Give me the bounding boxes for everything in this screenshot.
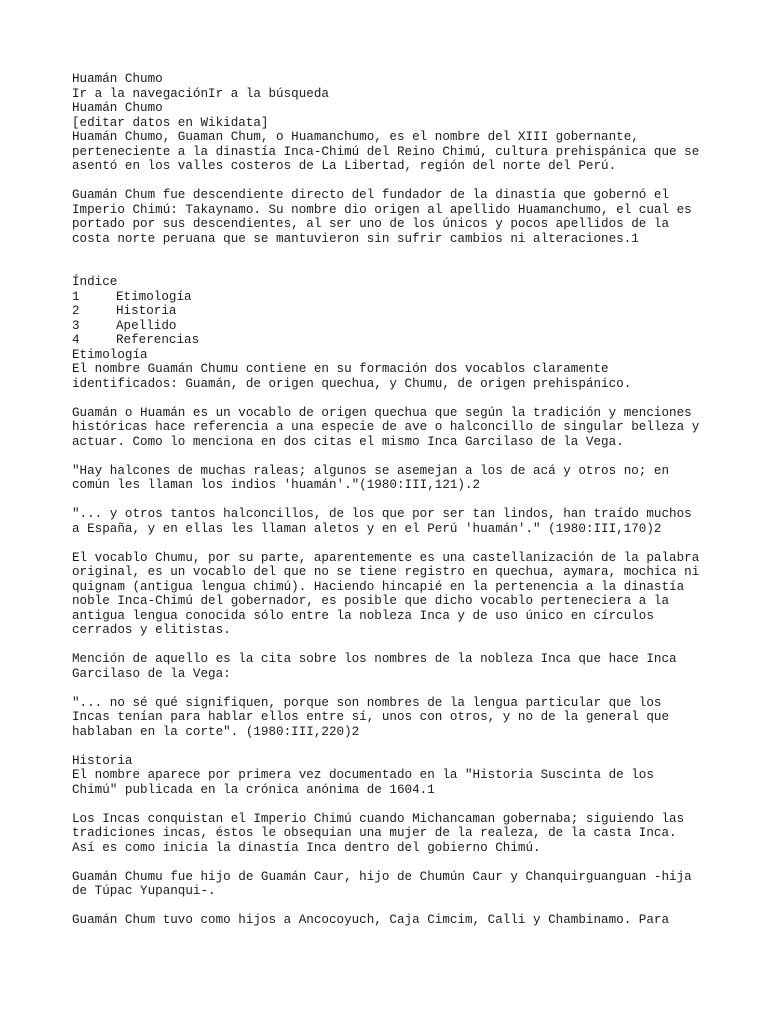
text-line: Guamán Chum fue descendiente directo del fundador de la dinastía que gobernó el xyxy=(72,188,670,202)
toc-number: 3 xyxy=(72,318,80,333)
text-line: de Túpac Yupanqui-. xyxy=(72,884,216,898)
section-heading: Historia xyxy=(72,753,133,768)
text-line: Guamán Chum tuvo como hijos a Ancocoyuch, Caja Cimcim, Calli y Chambinamo. Para xyxy=(72,913,670,927)
toc-link[interactable]: Historia xyxy=(116,304,177,318)
spacer xyxy=(72,449,712,464)
text-line: antigua lengua conocida sólo entre la nobleza Inca y de uso único en círculos xyxy=(72,608,654,623)
spacer xyxy=(72,855,712,870)
article-title: Huamán Chumo xyxy=(72,101,163,115)
navigation-links[interactable]: Ir a la navegaciónIr a la búsqueda xyxy=(72,86,329,101)
spacer xyxy=(72,536,712,551)
text-line: noble Inca-Chimú del gobernador, es posible que dicho vocablo perteneciera a la xyxy=(72,594,670,608)
text-line: Los Incas conquistan el Imperio Chimú cuando Michancaman gobernaba; siguiendo las xyxy=(72,811,685,826)
spacer xyxy=(72,797,712,812)
document-page xyxy=(72,72,712,928)
spacer xyxy=(72,899,712,914)
text-line: tradiciones incas, éstos le obsequian una mujer de la realeza, de la casta Inca. xyxy=(72,826,677,840)
text-line: El vocablo Chumu, por su parte, aparentemente es una castellanización de la palabra xyxy=(72,550,700,565)
text-line: perteneciente a la dinastía Inca-Chimú del Reino Chimú, cultura prehispánica que se xyxy=(72,144,700,159)
section-etimologia xyxy=(72,348,712,754)
toc-number: 2 xyxy=(72,304,80,318)
text-line: Mención de aquello es la cita sobre los nombres de la nobleza Inca que hace Inca xyxy=(72,652,677,666)
quote-line: "... no sé qué signifiquen, porque son nombres de la lengua particular que los xyxy=(72,695,662,710)
quote-line: hablaban en la corte". (1980:III,220)2 xyxy=(72,724,360,739)
spacer xyxy=(72,174,712,189)
spacer xyxy=(72,681,712,696)
table-of-contents xyxy=(72,275,712,348)
toc-item-apellido[interactable] xyxy=(72,319,712,334)
toc-number: 4 xyxy=(72,333,80,347)
quote-line: común les llaman los indios 'huamán'."(1980:III,121).2 xyxy=(72,478,481,492)
text-line: Chimú" publicada en la crónica anónima de 1604.1 xyxy=(72,782,435,797)
text-line: históricas hace referencia a una especie de ave o halconcillo de singular belleza y xyxy=(72,420,700,434)
text-line: Huamán Chumo, Guaman Chum, o Huamanchumo, es el nombre del XIII gobernante, xyxy=(72,130,639,144)
text-line: Así es como inicia la dinastía Inca dentro del gobierno Chimú. xyxy=(72,840,541,855)
intro-paragraph-2 xyxy=(72,188,712,246)
toc-link[interactable]: Etimología xyxy=(116,289,192,304)
spacer xyxy=(72,391,712,406)
text-line: Guamán Chumu fue hijo de Guamán Caur, hijo de Chumún Caur y Chanquirguanguan -hija xyxy=(72,869,692,884)
toc-item-historia[interactable] xyxy=(72,304,712,319)
toc-link[interactable]: Apellido xyxy=(116,318,177,333)
text-line: quignam (antigua lengua chimú). Haciendo hincapié en la pertenencia a la dinastía xyxy=(72,579,685,594)
text-line: Guamán o Huamán es un vocablo de origen quechua que según la tradición y menciones xyxy=(72,405,692,420)
section-heading: Etimología xyxy=(72,347,148,362)
toc-item-etimologia[interactable] xyxy=(72,290,712,305)
spacer xyxy=(72,261,712,276)
spacer xyxy=(72,638,712,653)
text-line: El nombre aparece por primera vez documentado en la "Historia Suscinta de los xyxy=(72,768,654,782)
edit-wikidata-link[interactable]: [editar datos en Wikidata] xyxy=(72,115,269,130)
section-historia xyxy=(72,754,712,928)
page-title: Huamán Chumo xyxy=(72,72,163,86)
text-line: portado por sus descendientes, al ser uno de los únicos y pocos apellidos de la xyxy=(72,217,670,231)
text-line: Garcilaso de la Vega: xyxy=(72,666,231,681)
text-line: cerrados y elitistas. xyxy=(72,623,231,637)
text-line: El nombre Guamán Chumu contiene en su formación dos vocablos claramente xyxy=(72,362,609,376)
text-line: Imperio Chimú: Takaynamo. Su nombre dio origen al apellido Huamanchumo, el cual es xyxy=(72,202,692,217)
text-line: identificados: Guamán, de origen quechua, y Chumu, de origen prehispánico. xyxy=(72,376,632,391)
text-line: costa norte peruana que se mantuvieron sin sufrir cambios ni alteraciones.1 xyxy=(72,231,639,246)
intro-paragraph-1 xyxy=(72,130,712,174)
text-line: asentó en los valles costeros de La Libertad, región del norte del Perú. xyxy=(72,159,617,173)
text-line: original, es un vocablo del que no se tiene registro en quechua, aymara, mochica ni xyxy=(72,565,700,579)
spacer xyxy=(72,739,712,754)
quote-line: "Hay halcones de muchas raleas; algunos se asemejan a los de acá y otros no; en xyxy=(72,463,670,478)
quote-line: Incas tenían para hablar ellos entre sí, unos con otros, y no de la general que xyxy=(72,710,670,724)
quote-line: a España, y en ellas les llaman aletos y en el Perú 'huamán'." (1980:III,170)2 xyxy=(72,521,662,536)
toc-item-referencias[interactable] xyxy=(72,333,712,348)
spacer xyxy=(72,493,712,508)
toc-link[interactable]: Referencias xyxy=(116,333,200,347)
spacer xyxy=(72,246,712,261)
toc-title: Índice xyxy=(72,275,118,289)
toc-number: 1 xyxy=(72,289,80,304)
quote-line: "... y otros tantos halconcillos, de los que por ser tan lindos, han traído muchos xyxy=(72,507,692,521)
text-line: actuar. Como lo menciona en dos citas el mismo Inca Garcilaso de la Vega. xyxy=(72,434,624,449)
